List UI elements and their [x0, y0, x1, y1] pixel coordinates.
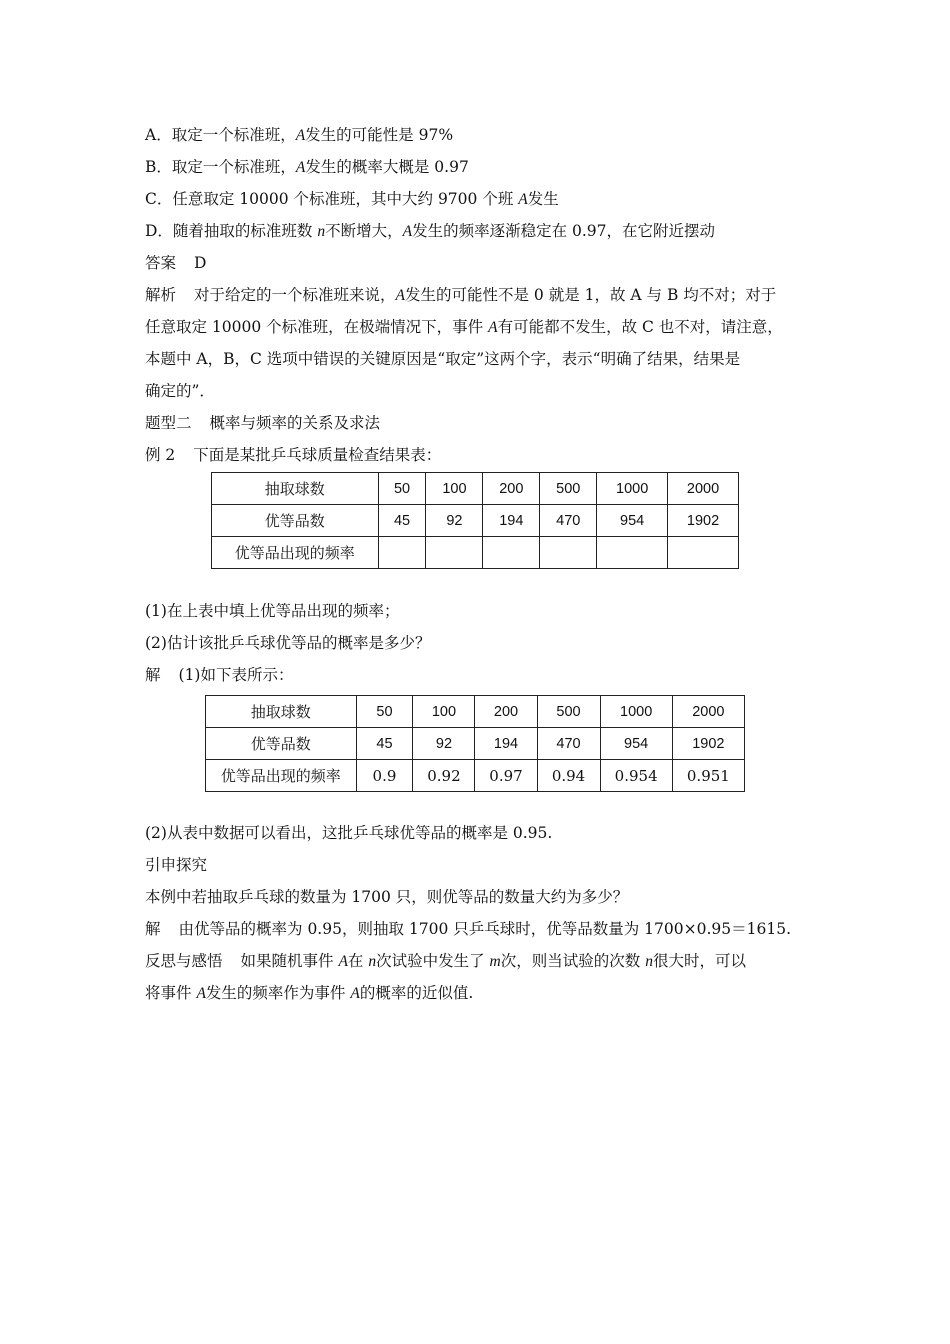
table-cell-empty: [597, 537, 668, 569]
option-c: [145, 189, 559, 210]
reflection-text: 发生的频率作为事件: [205, 984, 351, 1002]
reflection-label: 反思与感悟: [145, 952, 223, 970]
table-cell: 200: [483, 473, 540, 505]
table-cell: 194: [483, 505, 540, 537]
table-row: [206, 696, 745, 728]
table-row: [212, 505, 739, 537]
reflection-line-2: [145, 983, 473, 1004]
reflection-text: 在: [347, 952, 369, 970]
table-cell: 0.94: [537, 760, 600, 792]
table-cell: 45: [356, 728, 413, 760]
solution-line: [145, 665, 293, 685]
topic-label: 题型二: [145, 414, 192, 432]
table-cell-empty: [483, 537, 540, 569]
option-b-text-end: 发生的概率大概是 0.97: [305, 158, 469, 176]
table-cell-empty: [378, 537, 426, 569]
topic-heading: [145, 413, 380, 433]
table-cell-empty: [540, 537, 597, 569]
table-cell: 500: [537, 696, 600, 728]
table-cell: 92: [413, 728, 475, 760]
var-a: A: [395, 287, 405, 304]
var-m: m: [489, 953, 501, 970]
analysis-text: 有可能都不发生，故 C 也不对，请注意，: [497, 318, 783, 336]
option-c-text-end: 发生: [527, 190, 559, 208]
analysis-line-4: 确定的”．: [145, 382, 215, 400]
var-a: A: [338, 953, 348, 970]
var-a: A: [196, 985, 206, 1002]
analysis-line-1: [145, 285, 776, 306]
option-d-text-end: 发生的频率逐渐稳定在 0.97，在它附近摆动: [412, 222, 716, 240]
table-cell: 100: [426, 473, 483, 505]
reflection-text: 将事件: [145, 984, 197, 1002]
var-a: A: [488, 319, 498, 336]
option-c-text: C．任意取定 10000 个标准班，其中大约 9700 个班: [145, 190, 519, 208]
option-b: [145, 157, 469, 178]
table-cell: 50: [378, 473, 426, 505]
extension-question: 本例中若抽取乒乓球的数量为 1700 只，则优等品的数量大约为多少？: [145, 888, 629, 906]
table-cell: 954: [597, 505, 668, 537]
example-heading: [145, 445, 441, 465]
table-cell: 2000: [668, 473, 739, 505]
var-a: A: [402, 223, 413, 240]
solution-label: 解: [145, 666, 161, 684]
topic-title: 概率与频率的关系及求法: [209, 414, 381, 432]
var-n: n: [645, 953, 653, 970]
question-1: (1)在上表中填上优等品出现的频率；: [145, 602, 400, 620]
reflection-text: 次试验中发生了: [376, 952, 490, 970]
table-cell: 500: [540, 473, 597, 505]
reflection-line-1: [145, 951, 746, 972]
option-a-text: A．取定一个标准班，: [145, 126, 296, 144]
table-cell: 1000: [600, 696, 672, 728]
table-row: [206, 760, 745, 792]
var-a: A: [350, 985, 360, 1002]
extension-title: 引申探究: [145, 856, 208, 874]
table-cell: 200: [475, 696, 537, 728]
analysis-text: 任意取定 10000 个标准班，在极端情况下，事件: [145, 318, 489, 336]
table-header-cell: 抽取球数: [206, 696, 357, 728]
analysis-text: 对于给定的一个标准班来说，: [194, 286, 396, 304]
option-d: [145, 221, 715, 242]
table-cell: 45: [378, 505, 426, 537]
var-a: A: [295, 159, 306, 176]
table-row: [206, 728, 745, 760]
table-header-cell: 优等品出现的频率: [212, 537, 379, 569]
option-a-text-end: 发生的可能性是 97%: [305, 126, 454, 144]
solution-text: (1)如下表所示：: [178, 666, 294, 684]
answer-value: D: [194, 254, 207, 272]
var-n: n: [368, 953, 377, 970]
var-a: A: [295, 127, 306, 144]
example-label: 例 2: [145, 446, 176, 464]
reflection-text: 的概率的近似值.: [359, 984, 474, 1002]
extension-answer-text: 由优等品的概率为 0.95，则抽取 1700 只乒乓球时，优等品数量为 1700×0.95＝1615.: [178, 920, 792, 938]
var-a: A: [518, 191, 528, 208]
table-cell: 1000: [597, 473, 668, 505]
analysis-label: 解析: [145, 286, 177, 304]
example-text: 下面是某批乒乓球质量检查结果表：: [193, 446, 442, 464]
option-a: [145, 125, 453, 146]
table-header-cell: 抽取球数: [212, 473, 379, 505]
table-row: [212, 473, 739, 505]
table-cell: 0.97: [475, 760, 537, 792]
question-2: (2)估计该批乒乓球优等品的概率是多少？: [145, 634, 431, 652]
table-cell: 2000: [672, 696, 744, 728]
table-cell: 92: [426, 505, 483, 537]
option-b-text: B．取定一个标准班，: [145, 158, 296, 176]
table-header-cell: 优等品出现的频率: [206, 760, 357, 792]
table-header-cell: 优等品数: [212, 505, 379, 537]
analysis-text: 发生的可能性不是 0 就是 1，故 A 与 B 均不对；对于: [405, 286, 777, 304]
table-cell: 1902: [672, 728, 744, 760]
table-header-cell: 优等品数: [206, 728, 357, 760]
table-cell-empty: [426, 537, 483, 569]
table-cell: 0.954: [600, 760, 672, 792]
answer-line: [145, 253, 206, 273]
table-cell: 1902: [668, 505, 739, 537]
data-table-blank: [211, 472, 739, 569]
table-cell: 50: [356, 696, 413, 728]
analysis-line-2: [145, 317, 783, 338]
solution-2: (2)从表中数据可以看出，这批乒乓球优等品的概率是 0.95.: [145, 824, 553, 842]
option-d-text: D．随着抽取的标准班数: [145, 222, 318, 240]
extension-answer-label: 解: [145, 920, 161, 938]
table-row: [212, 537, 739, 569]
table-cell: 100: [413, 696, 475, 728]
table-cell: 0.9: [356, 760, 413, 792]
table-cell: 470: [537, 728, 600, 760]
extension-answer: [145, 919, 791, 939]
table-cell-empty: [668, 537, 739, 569]
table-cell: 194: [475, 728, 537, 760]
analysis-line-3: 本题中 A，B，C 选项中错误的关键原因是“取定”这两个字，表示“明确了结果，结果是: [145, 350, 741, 368]
table-cell: 470: [540, 505, 597, 537]
answer-label: 答案: [145, 254, 177, 272]
reflection-text: 次，则当试验的次数: [500, 952, 646, 970]
table-cell: 0.951: [672, 760, 744, 792]
table-cell: 0.92: [413, 760, 475, 792]
table-cell: 954: [600, 728, 672, 760]
reflection-text: 很大时，可以: [652, 952, 746, 970]
var-n: n: [317, 223, 326, 240]
reflection-text: 如果随机事件: [240, 952, 339, 970]
data-table-filled: [205, 695, 745, 792]
option-d-text-mid: 不断增大，: [325, 222, 403, 240]
